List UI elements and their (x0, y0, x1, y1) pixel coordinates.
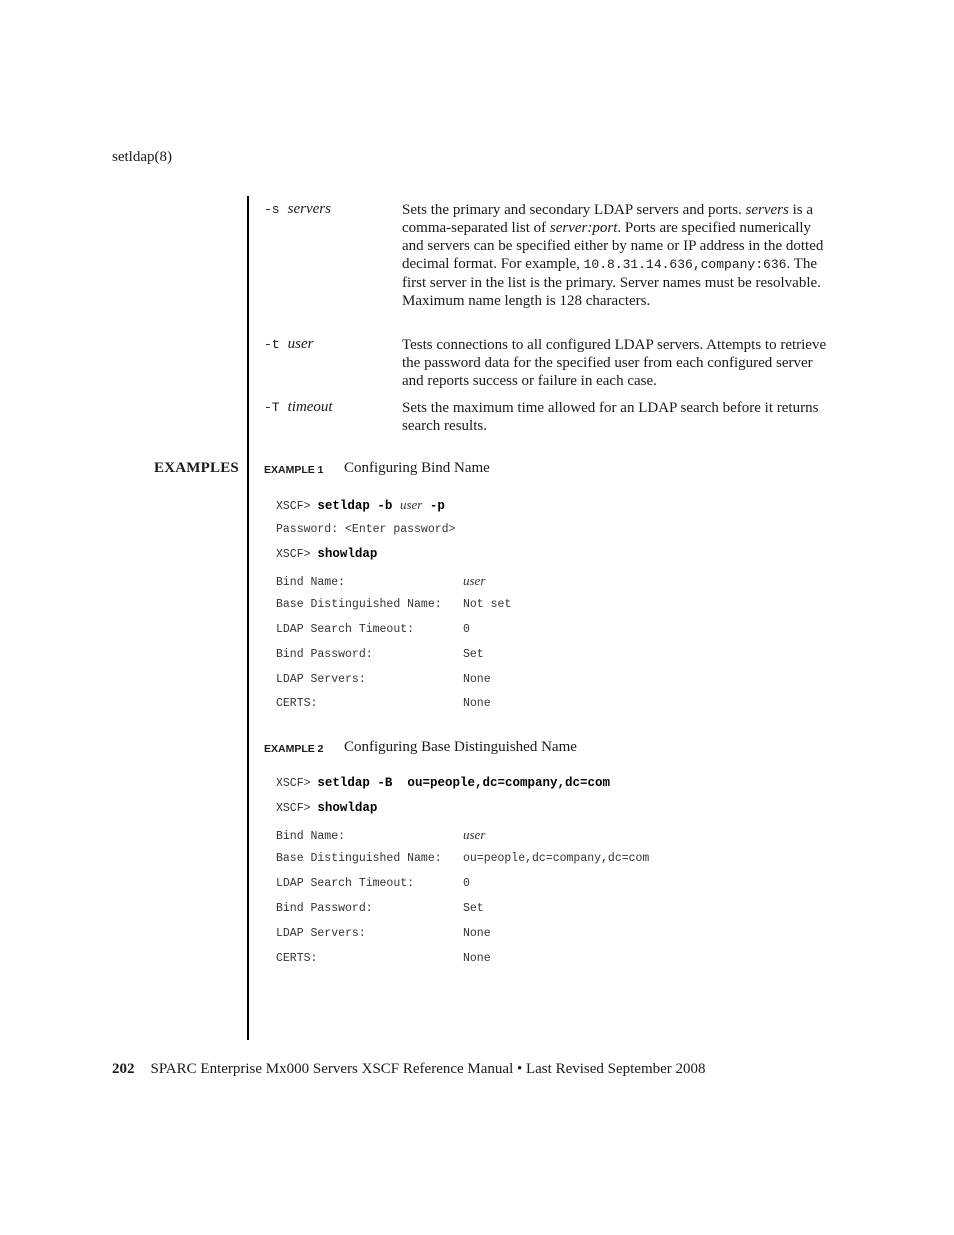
output-value: None (463, 673, 491, 686)
output-row (276, 827, 485, 843)
output-value: Not set (463, 598, 512, 611)
output-key: LDAP Servers: (276, 927, 366, 940)
option-flag: -t (264, 337, 280, 352)
option-s-term (264, 201, 331, 218)
example-1-password-line: Password: <Enter password> (276, 523, 456, 536)
prompt: XSCF> (276, 548, 318, 561)
desc-text: . The first server in the list is the primary. Server names must be resolvable. Maximum name length is 128 characters. (402, 256, 821, 309)
option-arg: user (287, 336, 314, 352)
option-t-term (264, 336, 313, 353)
output-row (276, 598, 511, 611)
option-flag: -T (264, 400, 280, 415)
output-row (276, 673, 491, 686)
output-key: CERTS: (276, 697, 318, 710)
example-1-label: EXAMPLE 1 (264, 464, 324, 476)
prompt: XSCF> (276, 777, 318, 790)
output-value: 0 (463, 623, 470, 636)
footer-text: SPARC Enterprise Mx000 Servers XSCF Reference Manual • Last Revised September 2008 (150, 1061, 706, 1077)
option-arg: servers (287, 201, 331, 217)
example-2-showldap-line (276, 801, 377, 815)
command: setldap -B ou=people,dc=company,dc=com (317, 776, 610, 790)
output-row (276, 852, 649, 865)
output-key: LDAP Search Timeout: (276, 877, 415, 890)
desc-text: is a comma-separated list of (402, 202, 814, 236)
examples-section-heading: EXAMPLES (154, 460, 239, 476)
output-key: LDAP Search Timeout: (276, 623, 415, 636)
option-arg: timeout (287, 399, 333, 415)
example-1-command-line (276, 497, 445, 513)
output-row (276, 902, 484, 915)
page-header-title: setldap(8) (112, 149, 172, 165)
example-1-title: Configuring Bind Name (344, 460, 490, 476)
page-number: 202 (112, 1061, 135, 1077)
output-value: user (463, 827, 486, 842)
desc-text: . Ports are specified numerically and servers can be specified either by name or IP address in the dotted decimal format. For example, (402, 220, 824, 272)
output-value: None (463, 927, 491, 940)
desc-italic: servers (745, 202, 789, 218)
example-2-title: Configuring Base Distinguished Name (344, 739, 577, 755)
output-row (276, 697, 491, 710)
option-t-description: Tests connections to all configured LDAP servers. Attempts to retrieve the password data for the specified user from each configured server and reports success or failure in each case. (402, 337, 827, 389)
command-arg: user (399, 497, 423, 512)
command: setldap -b (317, 499, 400, 513)
output-key: Bind Password: (276, 648, 373, 661)
output-row (276, 877, 470, 890)
output-value: user (463, 573, 486, 588)
output-row (276, 573, 485, 589)
output-value: Set (463, 902, 484, 915)
desc-italic: server:port (549, 220, 618, 236)
desc-text: Sets the primary and secondary LDAP servers and ports. (402, 202, 746, 218)
option-T-term (264, 399, 333, 416)
option-s-description (402, 201, 830, 310)
output-value: None (463, 697, 491, 710)
prompt: XSCF> (276, 802, 318, 815)
output-row (276, 952, 491, 965)
example-1-showldap-line (276, 547, 377, 561)
command: showldap (317, 547, 378, 561)
output-key: CERTS: (276, 952, 318, 965)
command: showldap (317, 801, 378, 815)
output-row (276, 648, 484, 661)
output-value: 0 (463, 877, 470, 890)
output-row (276, 623, 470, 636)
output-row (276, 927, 491, 940)
output-value: Set (463, 648, 484, 661)
example-2-label: EXAMPLE 2 (264, 743, 324, 755)
page-footer (112, 1061, 706, 1078)
command: -p (422, 499, 445, 513)
output-key: Base Distinguished Name: (276, 852, 442, 865)
output-key: Base Distinguished Name: (276, 598, 442, 611)
output-key: Bind Name: (276, 830, 346, 843)
output-value: None (463, 952, 491, 965)
option-flag: -s (264, 202, 280, 217)
example-2-command-line (276, 776, 610, 790)
section-divider-rule (247, 196, 249, 1040)
output-key: Bind Name: (276, 576, 346, 589)
output-value: ou=people,dc=company,dc=com (463, 852, 650, 865)
output-key: Bind Password: (276, 902, 373, 915)
option-T-description: Sets the maximum time allowed for an LDAP search before it returns search results. (402, 400, 819, 434)
output-key: LDAP Servers: (276, 673, 366, 686)
prompt: XSCF> (276, 500, 318, 513)
desc-code: 10.8.31.14.636,company:636 (583, 257, 787, 272)
